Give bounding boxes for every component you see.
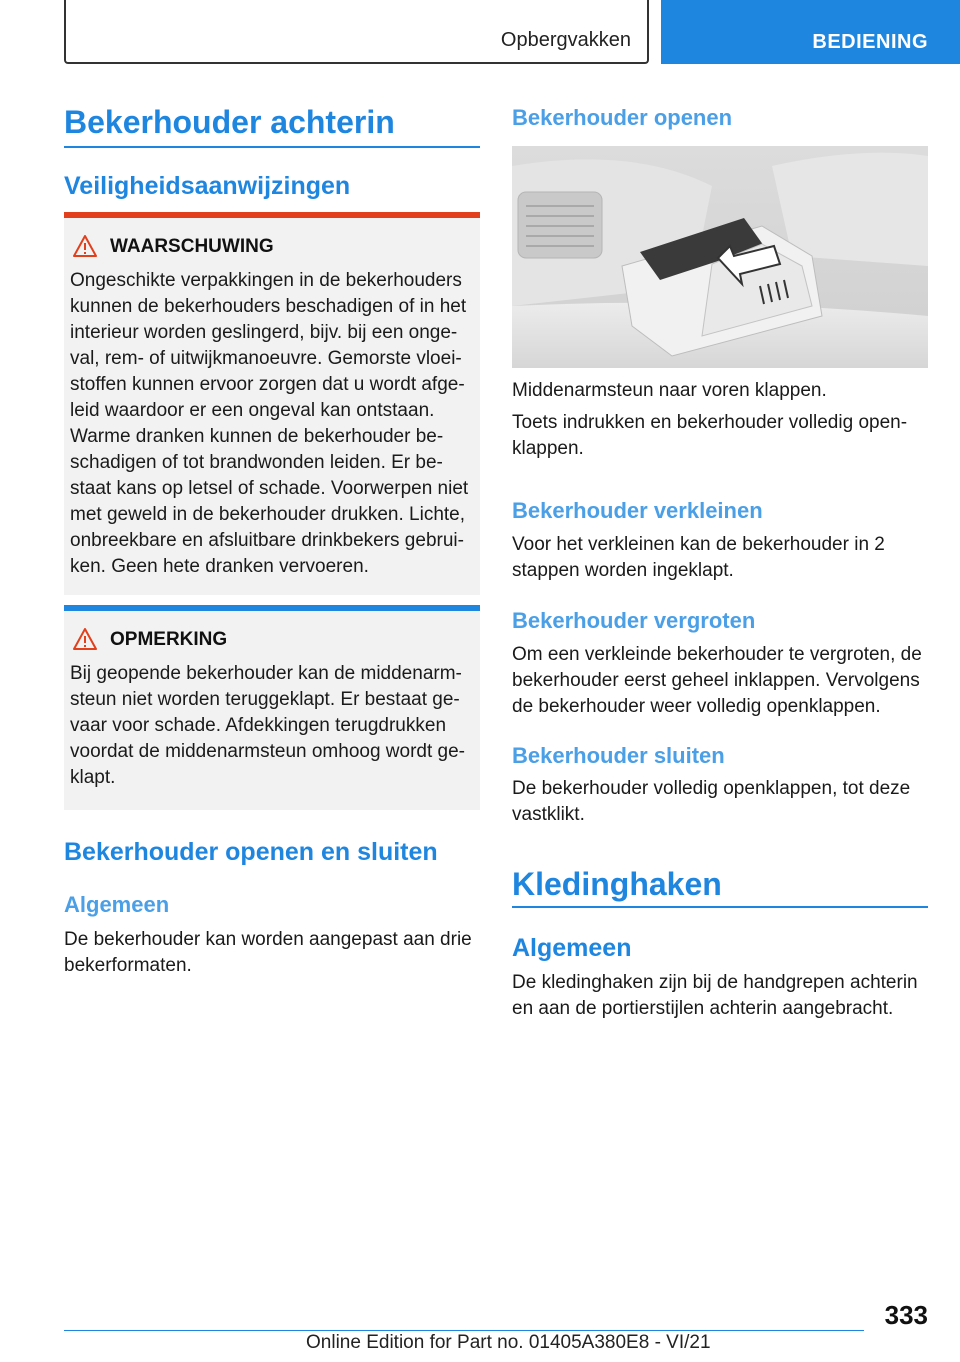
close-heading: Bekerhouder sluiten — [512, 743, 725, 768]
smaller-text: Voor het verkleinen kan de bekerhouder in 2 stappen worden ingeklapt. — [512, 534, 885, 581]
note-box — [64, 605, 480, 810]
general-text: De bekerhouder kan worden aangepast aan drie bekerformaten. — [64, 929, 472, 976]
note-bar — [64, 605, 480, 611]
chapter-title: BEDIENING — [812, 31, 928, 53]
smaller-heading: Bekerhouder verkleinen — [512, 498, 763, 523]
edition-info: Online Edition for Part no. 01405A380E8 - VI/21 — [306, 1332, 711, 1353]
warning-icon — [72, 234, 98, 258]
header-chapter-tab — [661, 0, 960, 64]
note-warning-icon — [72, 627, 98, 651]
larger-text: Om een verkleinde bekerhouder te vergroten, de bekerhouder eerst geheel inklappen. Vervolgens de bekerhouder weer volledig openklappen. — [512, 644, 922, 717]
warning-box — [64, 212, 480, 595]
header-section-tab — [64, 0, 649, 64]
general-heading: Algemeen — [64, 892, 170, 917]
footer-rule — [64, 1330, 864, 1331]
hooks-text: De kledinghaken zijn bij de handgrepen achterin en aan de portierstijlen achterin aangebracht. — [512, 972, 918, 1019]
hooks-heading-rule — [512, 906, 928, 908]
hooks-general-heading: Algemeen — [512, 934, 632, 962]
safety-heading: Veiligheidsaanwijzingen — [64, 172, 351, 200]
cupholder-illustration — [512, 146, 928, 368]
open-close-heading: Bekerhouder openen en sluiten — [64, 838, 438, 866]
section-title: Opbergvakken — [500, 29, 631, 51]
warning-bar — [64, 212, 480, 218]
larger-heading: Bekerhouder vergroten — [512, 608, 756, 633]
warning-text: Ongeschikte verpakkingen in de bekerhouders kunnen de bekerhouders beschadigen of in het interieur worden geslingerd, bijv. bij een onge‐val, rem- of uitwijkmanoeuvre. Gemorste vloei‐stoffen kunnen ervoor zorgen dat u wordt afge‐leid waardoor er een ongeval kan ontstaan. Warme dranken kunnen de bekerhouder be‐schadigen of tot brandwonden leiden. Er be‐staat kans op letsel of schade. Voorwerpen niet met geweld in de bekerhouder drukken. Lichte, onbreekbare en afsluitbare drinkbekers gebrui‐ken. Geen hete dranken vervoeren. — [70, 270, 469, 577]
main-heading: Bekerhouder achterin — [64, 104, 395, 140]
note-title: OPMERKING — [110, 629, 228, 650]
open-text-1: Middenarmsteun naar voren klappen. — [512, 380, 827, 401]
warning-title: WAARSCHUWING — [110, 236, 274, 257]
close-text: De bekerhouder volledig openklappen, tot deze vastklikt. — [512, 778, 911, 825]
open-text-2: Toets indrukken en bekerhouder volledig open‐klappen. — [512, 412, 908, 459]
heading-rule — [64, 146, 480, 148]
open-heading: Bekerhouder openen — [512, 105, 733, 130]
page-number: 333 — [884, 1300, 928, 1330]
hooks-heading: Kledinghaken — [512, 866, 722, 902]
note-text: Bij geopende bekerhouder kan de middenarm‐steun niet worden teruggeklapt. Er bestaat ge‐vaar voor schade. Afdekkingen terugdrukken voordat de middenarmsteun omhoog wordt ge‐klapt. — [70, 663, 466, 788]
